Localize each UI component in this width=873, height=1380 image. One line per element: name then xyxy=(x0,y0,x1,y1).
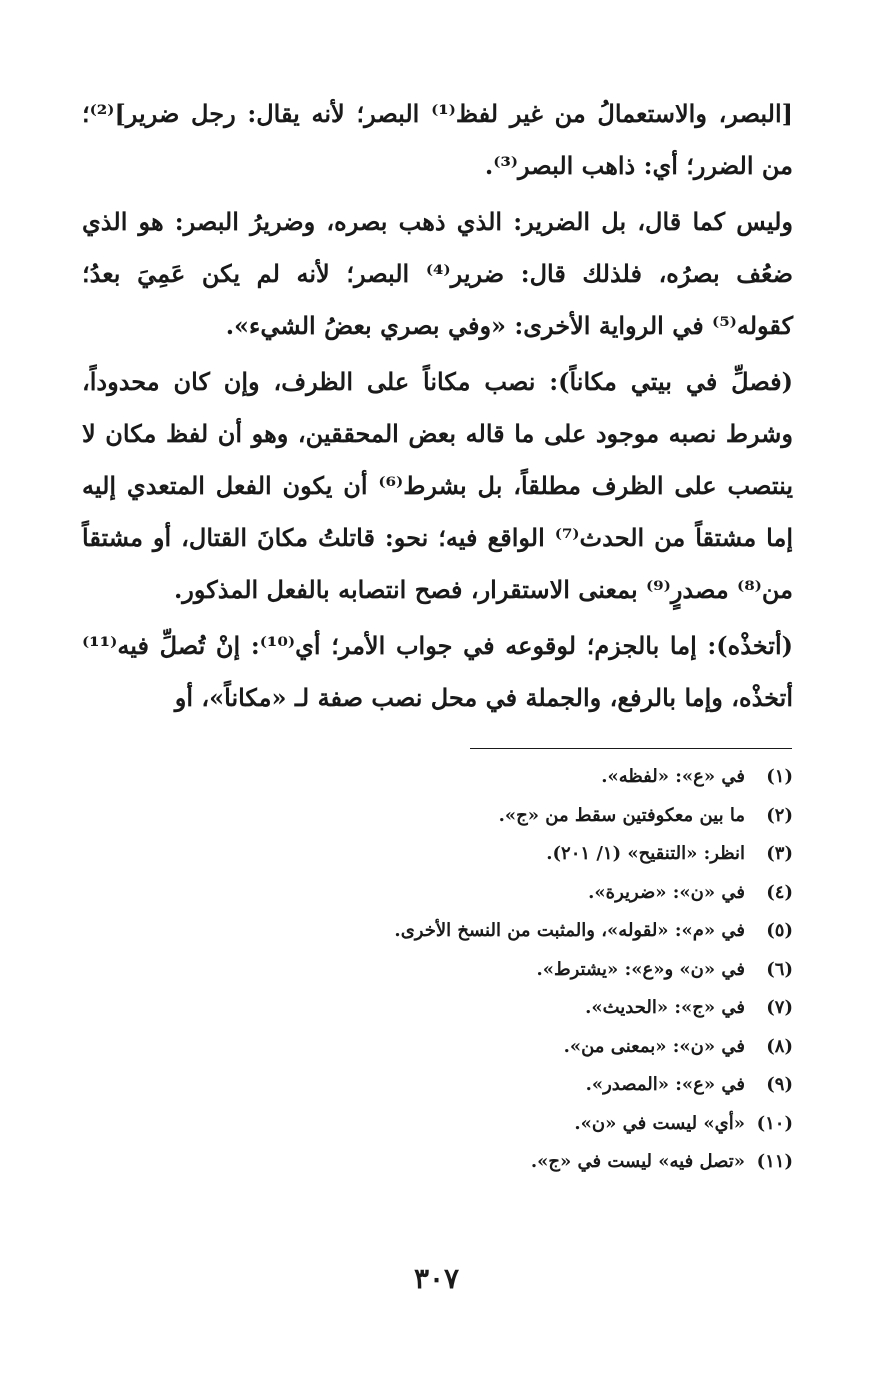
footnote-text: في «ن» و«ع»: «يشترط». xyxy=(536,958,745,980)
footnote-text: «أي» ليست في «ن». xyxy=(574,1112,745,1134)
footnote-item xyxy=(82,874,793,913)
page-number: ٣٠٧ xyxy=(413,1262,460,1295)
footnote-text: «تصل فيه» ليست في «ج». xyxy=(530,1151,745,1172)
main-text xyxy=(82,88,793,728)
footnote-item xyxy=(82,797,793,836)
footnote-text: في «ن»: «بمعنى من». xyxy=(563,1035,745,1057)
footnote-item xyxy=(82,989,793,1028)
footnote-text: في «م»: «لقوله»، والمثبت من النسخ الأخرى. xyxy=(394,920,745,941)
footnote-number: (٤) xyxy=(766,881,793,903)
footnote-item xyxy=(82,1028,793,1067)
footnote-number: (١) xyxy=(766,766,793,787)
footnote-text: في «ج»: «الحديث». xyxy=(585,997,745,1018)
paragraph-1: [البصر، والاستعمالُ من غير لفظ⁽¹⁾ البصر؛ لأنه يقال: رجل ضرير]⁽²⁾؛ من الضرر؛ أي: ذاهب البصر⁽³⁾. xyxy=(82,99,793,180)
footnote-number: (٨) xyxy=(766,1035,793,1057)
footnote-number: (١٠) xyxy=(756,1112,793,1134)
footnote-number: (١١) xyxy=(756,1151,793,1172)
footnote-item xyxy=(82,1105,793,1144)
paragraph-4: (أتخذْه): إما بالجزم؛ لوقوعه في جواب الأمر؛ أي⁽¹⁰⁾: إنْ تُصلِّ فيه⁽¹¹⁾ أتخذْه، وإما بالرفع، والجملة في محل نصب صفة لـ «مكاناً»، أو xyxy=(82,631,794,712)
footnote-item xyxy=(82,1143,793,1182)
footnote-text: في «ع»: «لفظه». xyxy=(601,766,745,787)
footnote-number: (٢) xyxy=(766,804,793,826)
paragraph-3: (فصلِّ في بيتي مكاناً): نصب مكاناً على الظرف، وإن كان محدوداً، وشرط نصبه موجود على ما قاله بعض المحققين، وهو أن لفظ مكان لا ينتصب على الظرف مطلقاً، بل بشرط⁽⁶⁾ أن يكون الفعل المتعدي إليه إما مشتقاً من الحدث⁽⁷⁾ الواقع فيه؛ نحو: قاتلتُ مكانَ القتال، أو مشتقاً من⁽⁸⁾ مصدرٍ⁽⁹⁾ بمعنى الاستقرار، فصح انتصابه بالفعل المذكور. xyxy=(82,367,793,604)
paragraph-2: وليس كما قال، بل الضرير: الذي ذهب بصره، وضريرُ البصر: هو الذي ضعُف بصرُه، فلذلك قال: ضرير⁽⁴⁾ البصر؛ لأنه لم يكن عَمِيَ بعدُ؛ كقوله⁽⁵⁾ في الرواية الأخرى: «وفي بصري بعضُ الشيء». xyxy=(82,207,794,340)
footnote-number: (٦) xyxy=(766,958,793,980)
footnote-number: (٩) xyxy=(766,1074,793,1095)
footnote-text: ما بين معكوفتين سقط من «ج». xyxy=(498,804,745,826)
footnote-number: (٥) xyxy=(766,920,793,941)
footnote-number: (٧) xyxy=(766,997,793,1018)
footnote-text: في «ن»: «ضريرة». xyxy=(588,881,745,903)
footnotes-list xyxy=(82,758,793,1182)
footnote-divider xyxy=(470,748,792,749)
footnote-item xyxy=(82,835,793,874)
footnote-number: (٣) xyxy=(766,843,793,864)
footnote-item xyxy=(82,758,793,797)
footnote-item xyxy=(82,1066,793,1105)
footnote-text: في «ع»: «المصدر». xyxy=(585,1074,745,1095)
footnote-item xyxy=(82,912,793,951)
footnote-text: انظر: «التنقيح» (١/ ٢٠١). xyxy=(546,843,745,864)
footnote-item xyxy=(82,951,793,990)
